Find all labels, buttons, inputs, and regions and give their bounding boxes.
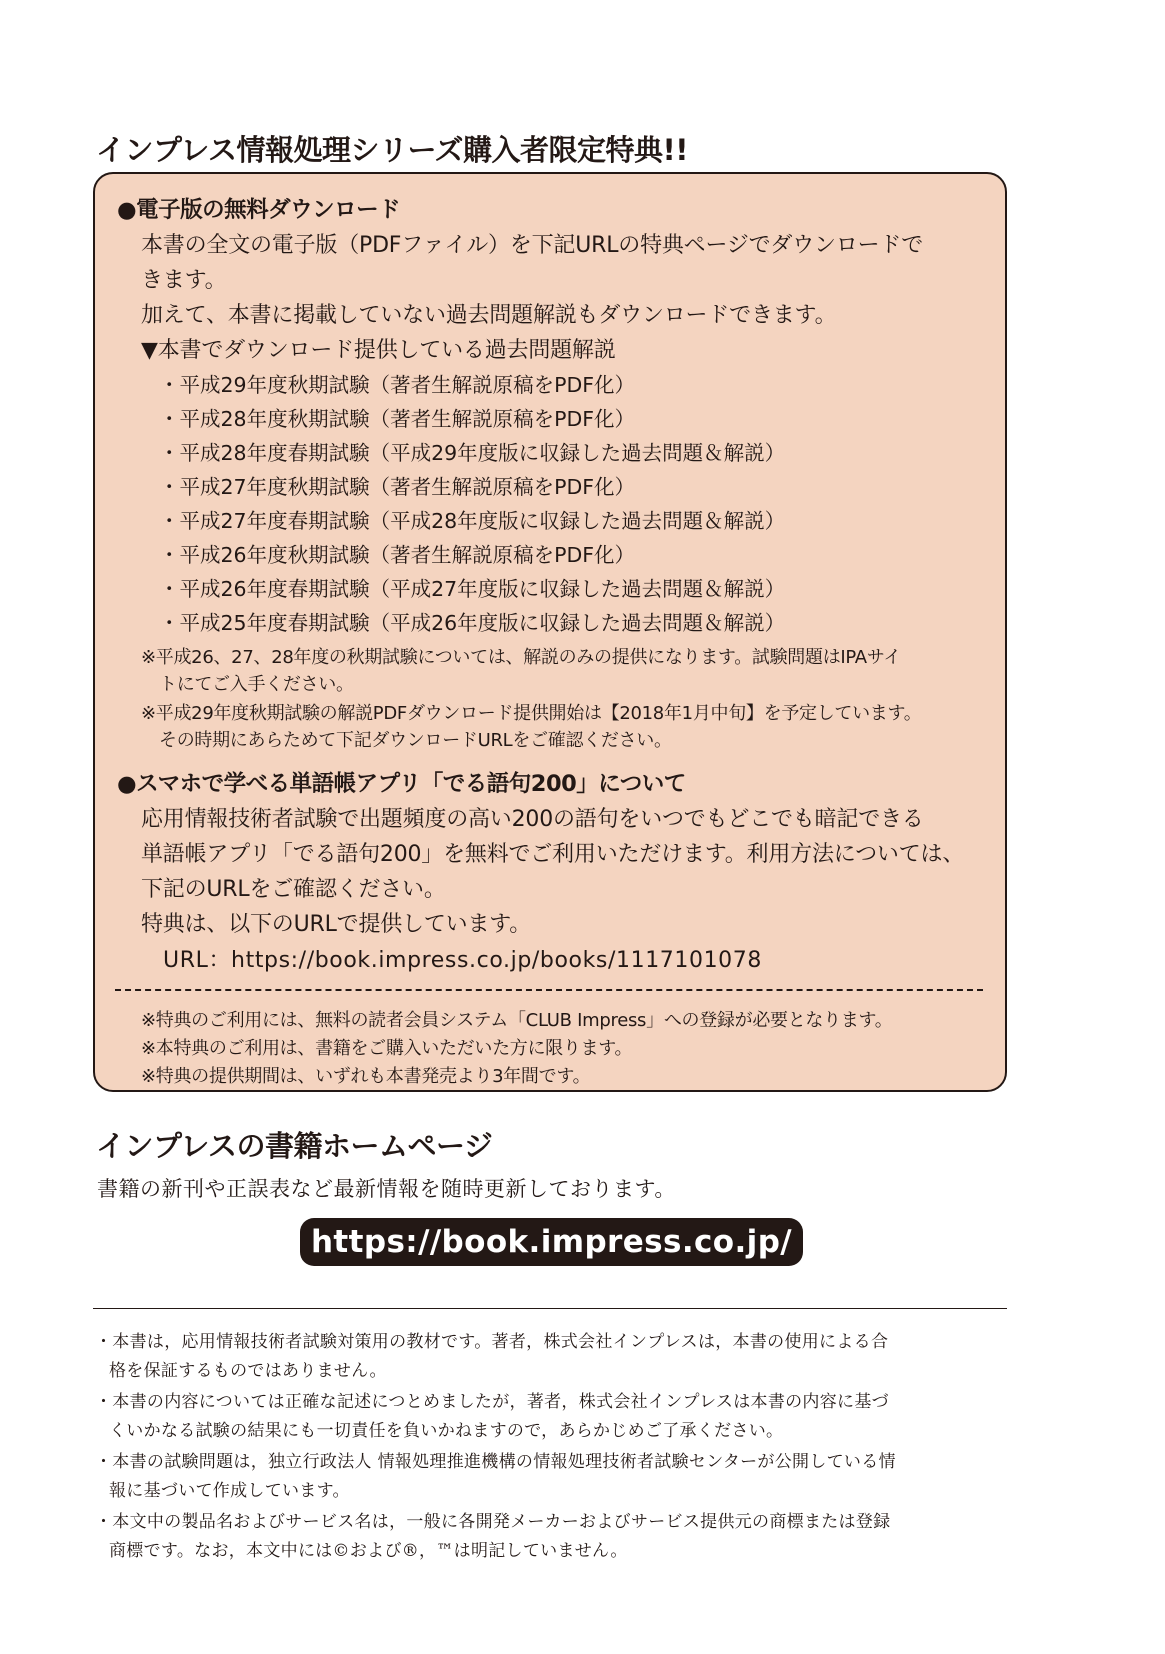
app-paragraph-line: 応用情報技術者試験で出題頻度の高い200の語句をいつでもどこでも暗記できる [141,807,924,832]
benefits-url[interactable]: URL：https://book.impress.co.jp/books/1117101078 [163,948,762,973]
homepage-url-link[interactable]: https://book.impress.co.jp/ [300,1218,803,1266]
app-paragraph-line: 単語帳アプリ「でる語句200」を無料でご利用いただけます。利用方法については、 [141,842,965,867]
disclaimer-line: 報に基づいて作成しています。 [109,1481,350,1501]
ebook-paragraph-line: 加えて、本書に掲載していない過去問題解説もダウンロードできます。 [141,303,837,328]
ebook-paragraph-line: きます。 [141,268,227,293]
dashed-divider [115,989,983,991]
disclaimer-line: 格を保証するものではありません。 [109,1361,387,1381]
note-line: ※平成26、27、28年度の秋期試験については、解説のみの提供になります。試験問題はIPAサイ [141,647,901,668]
ebook-paragraph-line: 本書の全文の電子版（PDFファイル）を下記URLの特典ページでダウンロードで [141,233,924,258]
benefits-title: インプレス情報処理シリーズ購入者限定特典!! [96,133,688,167]
disclaimer-line: くいかなる試験の結果にも一切責任を負いかねますので，あらかじめご了承ください。 [109,1421,784,1441]
note-line: トにてご入手ください。 [159,674,354,695]
app-paragraph-line: 特典は、以下のURLで提供しています。 [141,912,532,937]
past-exam-item: ・平成29年度秋期試験（著者生解説原稿をPDF化） [159,373,636,397]
footer-note: ※特典のご利用には、無料の読者会員システム「CLUB Impress」への登録が必要となります。 [141,1010,893,1031]
past-exam-item: ・平成28年度秋期試験（著者生解説原稿をPDF化） [159,407,636,431]
past-exam-item: ・平成27年度春期試験（平成28年度版に収録した過去問題＆解説） [159,509,786,533]
footer-note: ※特典の提供期間は、いずれも本書発売より3年間です。 [141,1066,591,1087]
disclaimer-line: ・本書の内容については正確な記述につとめましたが，著者，株式会社インプレスは本書の内容に基づ [95,1392,889,1412]
homepage-intro: 書籍の新刊や正誤表など最新情報を随時更新しております。 [97,1177,676,1201]
ebook-heading: ●電子版の無料ダウンロード [117,197,401,223]
disclaimer-line: ・本文中の製品名およびサービス名は，一般に各開発メーカーおよびサービス提供元の商標または登録 [95,1512,891,1532]
past-exam-item: ・平成25年度春期試験（平成26年度版に収録した過去問題＆解説） [159,611,786,635]
benefits-box [93,172,1007,1092]
homepage-title: インプレスの書籍ホームページ [96,1129,493,1163]
disclaimer-line: 商標です。なお，本文中には©および®，™は明記していません。 [109,1541,628,1561]
footer-note: ※本特典のご利用は、書籍をご購入いただいた方に限ります。 [141,1038,633,1059]
note-line: その時期にあらためて下記ダウンロードURLをご確認ください。 [159,730,672,751]
disclaimer-line: ・本書の試験問題は，独立行政法人 情報処理推進機構の情報処理技術者試験センターが公開している情 [95,1452,896,1472]
past-exam-item: ・平成28年度春期試験（平成29年度版に収録した過去問題＆解説） [159,441,786,465]
horizontal-rule [93,1308,1007,1309]
app-paragraph-line: 下記のURLをご確認ください。 [141,877,446,902]
past-exam-item: ・平成27年度秋期試験（著者生解説原稿をPDF化） [159,475,636,499]
disclaimer-line: ・本書は，応用情報技術者試験対策用の教材です。著者，株式会社インプレスは，本書の使用による合 [95,1332,889,1352]
past-exams-subheading: ▼本書でダウンロード提供している過去問題解説 [141,338,616,363]
past-exam-item: ・平成26年度春期試験（平成27年度版に収録した過去問題＆解説） [159,577,786,601]
note-line: ※平成29年度秋期試験の解説PDFダウンロード提供開始は【2018年1月中旬】を予定しています。 [141,703,922,724]
past-exam-item: ・平成26年度秋期試験（著者生解説原稿をPDF化） [159,543,636,567]
app-heading: ●スマホで学べる単語帳アプリ「でる語句200」について [117,771,686,797]
